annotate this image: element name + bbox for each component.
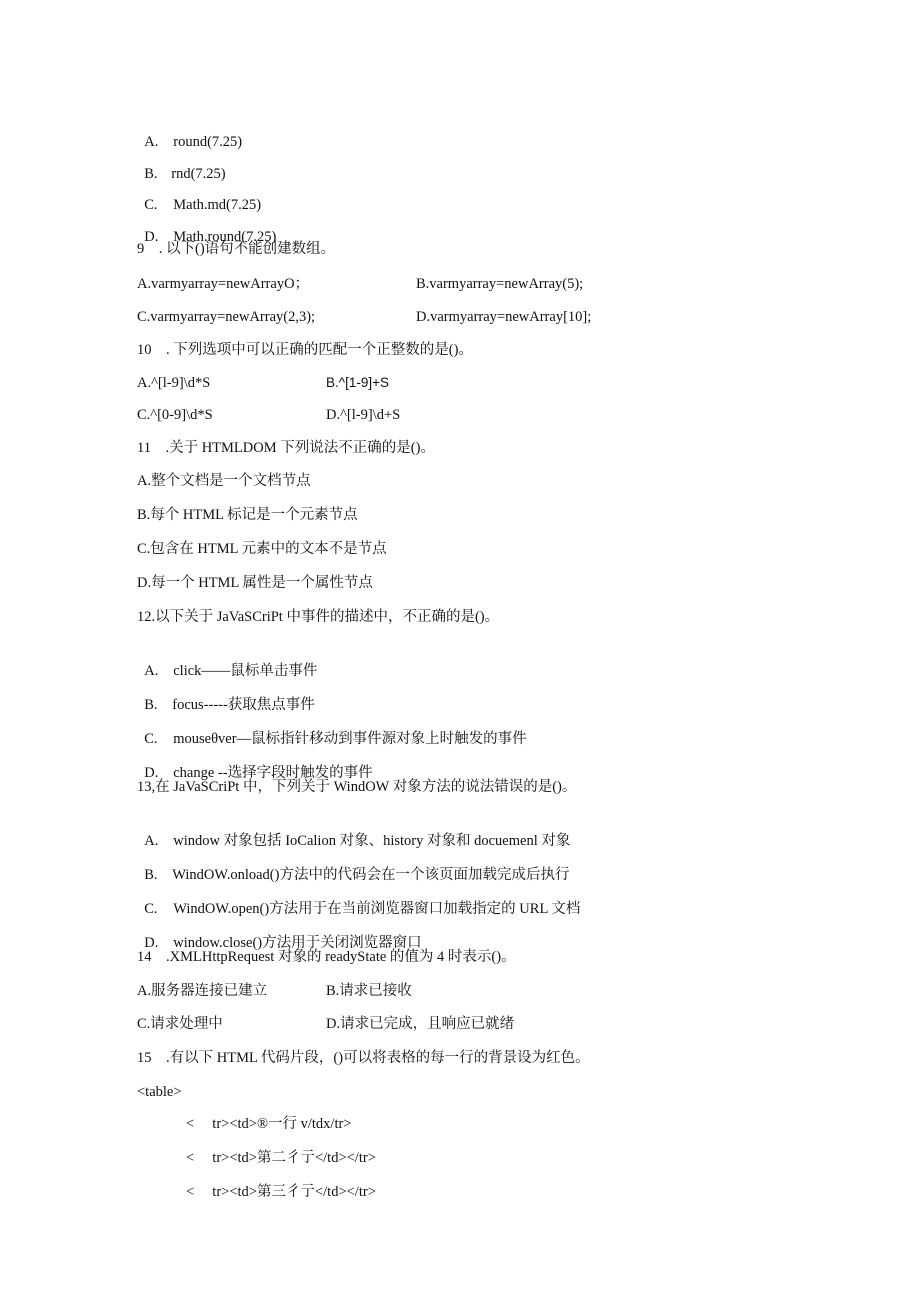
q10-option-a: A.^[l-9]\d*S — [137, 375, 211, 391]
q15-code-line-1: < tr><td>®一行 v/tdx/tr> — [186, 1116, 352, 1132]
q9-option-d: D.varmyarray=newArray[10]; — [416, 309, 592, 325]
option-label: D. — [144, 229, 159, 245]
option-text: WindOW.open()方法用于在当前浏览器窗口加载指定的 URL 文档 — [173, 901, 581, 917]
q9-option-b: B.varmyarray=newArray(5); — [416, 276, 584, 292]
option-text: round(7.25) — [173, 134, 243, 150]
option-label: A. — [144, 663, 159, 679]
q9-option-c: C.varmyarray=newArray(2,3); — [137, 309, 316, 325]
option-text: window 对象包括 IoCalion 对象、history 对象和 docuemenl 对象 — [173, 833, 571, 849]
q15-code-table-open: <table> — [137, 1084, 182, 1100]
q14-stem: 14 .XMLHttpRequest 对象的 readyState 的值为 4 时表示()。 — [137, 949, 516, 965]
option-label: B. — [144, 867, 158, 883]
q9-stem: 9 . 以下()语句不能创建数组。 — [137, 241, 336, 257]
option-label: C. — [144, 731, 158, 747]
option-text: focus-----获取焦点事件 — [172, 697, 315, 713]
option-label: D. — [144, 935, 159, 951]
option-label: B. — [144, 166, 158, 182]
q11-option-b: B.每个 HTML 标记是一个元素节点 — [137, 507, 358, 523]
option-text: window.close()方法用于关闭浏览器窗口 — [173, 935, 422, 951]
q11-option-d: D.每一个 HTML 属性是一个属性节点 — [137, 575, 373, 591]
q10-stem: 10 . 下列选项中可以正确的匹配一个正整数的是()。 — [137, 342, 473, 358]
q14-option-c: C.请求处理中 — [137, 1016, 223, 1032]
option-text: mouseθver—鼠标指针移动到事件源对象上时触发的事件 — [173, 731, 527, 747]
q15-code-line-3: < tr><td>第三彳亍</td></tr> — [186, 1184, 376, 1200]
q11-option-c: C.包含在 HTML 元素中的文本不是节点 — [137, 541, 387, 557]
q14-option-a: A.服务器连接已建立 — [137, 983, 268, 999]
option-text: change --选择字段时触发的事件 — [173, 765, 373, 781]
q15-stem: 15 .有以下 HTML 代码片段，()可以将表格的每一行的背景设为红色。 — [137, 1050, 590, 1066]
q15-code-line-2: < tr><td>第二彳亍</td></tr> — [186, 1150, 376, 1166]
q14-option-d: D.请求已完成，且响应已就绪 — [326, 1016, 515, 1032]
option-label: B. — [144, 697, 158, 713]
q13-stem: 13,在 JaVaSCriPt 中，下列关于 WindOW 对象方法的说法错误的是()。 — [137, 779, 577, 795]
option-label: A. — [144, 134, 159, 150]
option-label: C. — [144, 197, 158, 213]
q11-stem: 11 .关于 HTMLDOM 下列说法不正确的是()。 — [137, 440, 435, 456]
option-label: D. — [144, 765, 159, 781]
option-text: click——鼠标单击事件 — [173, 663, 318, 679]
q10-option-d: D.^[l-9]\d+S — [326, 407, 401, 423]
q11-option-a: A.整个文档是一个文档节点 — [137, 473, 311, 489]
q14-option-b: B.请求已接收 — [326, 983, 412, 999]
option-text: Math.round(7.25) — [173, 229, 277, 245]
option-text: Math.md(7.25) — [173, 197, 262, 213]
option-label: A. — [144, 833, 159, 849]
q10-option-c: C.^[0-9]\d*S — [137, 407, 213, 423]
q10-option-b: B.^[1-9]+S — [326, 375, 389, 390]
option-text: WindOW.onload()方法中的代码会在一个该页面加载完成后执行 — [172, 867, 570, 883]
q9-option-a: A.varmyarray=newArrayO； — [137, 276, 310, 292]
q12-stem: 12.以下关于 JaVaSCriPt 中事件的描述中，不正确的是()。 — [137, 609, 500, 625]
option-text: rnd(7.25) — [171, 166, 226, 182]
option-label: C. — [144, 901, 158, 917]
